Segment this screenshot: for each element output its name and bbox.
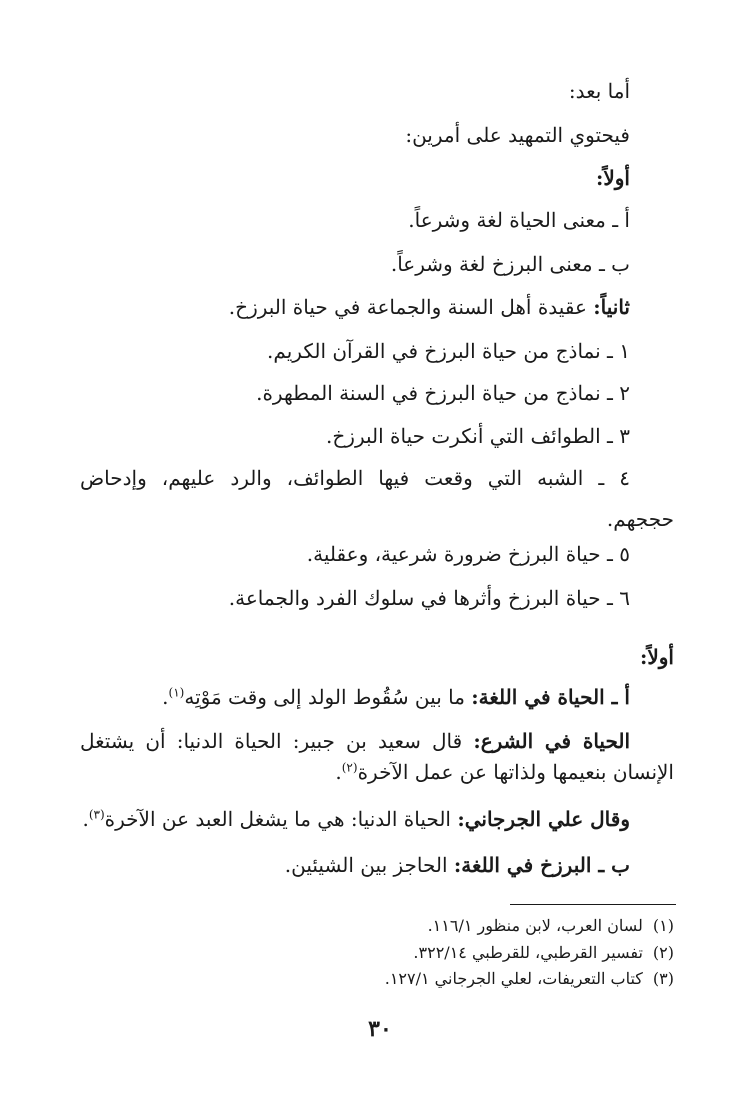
footnote-ref-2: (٢) [341,760,358,775]
footnote-number: (١) [652,916,674,935]
sub-item-2: ٢ ـ نماذج من حياة البرزخ في السنة المطهرة. [256,381,630,405]
footnote-ref-1: (١) [168,685,185,700]
sub-item-6: ٦ ـ حياة البرزخ وأثرها في سلوك الفرد والجماعة. [228,586,630,610]
intro-item-a: أ ـ معنى الحياة لغة وشرعاً. [408,208,630,232]
second-label: ثانياً: [593,295,630,319]
sharia-text-2: الإنسان بنعيمها ولذاتها عن عمل الآخرة [357,760,674,784]
footnote-ref-3: (٣) [88,807,105,822]
jurjani-text: الحياة الدنيا: هي ما يشغل العبد عن الآخرة [104,807,458,831]
footnote-number: (٣) [652,969,674,988]
footnote-number: (٢) [652,943,674,962]
second-text: عقيدة أهل السنة والجماعة في حياة البرزخ. [228,295,594,319]
sub-item-4-continued: حججهم. [606,507,674,531]
footnote-1 [428,914,674,938]
barzakh-definition-line [285,850,630,880]
sub-item-5: ٥ ـ حياة البرزخ ضرورة شرعية، وعقلية. [306,542,630,566]
sharia-definition-continued: الإنسان بنعيمها ولذاتها عن عمل الآخرة$^{(٢)}$. [335,760,674,784]
section-heading: أولاً: [639,645,674,669]
intro-after-line: أما بعد: [568,79,630,103]
barzakh-text: الحاجز بين الشيئين. [284,853,454,877]
second-heading-line [229,292,630,322]
page-number: ٣٠ [368,1016,392,1042]
lang-definition-line: أ ـ الحياة في اللغة: ما بين سُقُوط الولد إلى وقت مَوْتِه$^{(١)}$. [162,685,630,709]
lang-text: ما بين سُقُوط الولد إلى وقت مَوْتِه [184,685,472,709]
footnote-3 [385,967,674,991]
jurjani-label: وقال علي الجرجاني: [457,807,630,831]
lang-label: أ ـ الحياة في اللغة: [471,685,630,709]
sharia-text: قال سعيد بن جبير: الحياة الدنيا: أن يشتغل [80,729,474,753]
sub-item-1: ١ ـ نماذج من حياة البرزخ في القرآن الكريم. [267,339,630,363]
barzakh-label: ب ـ البرزخ في اللغة: [453,853,630,877]
intro-item-b: ب ـ معنى البرزخ لغة وشرعاً. [390,252,630,276]
sharia-label: الحياة في الشرع: [473,729,631,753]
sub-item-3: ٣ ـ الطوائف التي أنكرت حياة البرزخ. [326,424,630,448]
footnote-divider [510,904,676,905]
footnote-text: تفسير القرطبي، للقرطبي ٣٢٢/١٤. [413,943,643,962]
footnote-2 [413,941,674,965]
footnote-text: كتاب التعريفات، لعلي الجرجاني ١٢٧/١. [384,969,643,988]
jurjani-line: وقال علي الجرجاني: الحياة الدنيا: هي ما يشغل العبد عن الآخرة$^{(٣)}$. [82,807,630,831]
sub-item-4: ٤ ـ الشبه التي وقعت فيها الطوائف، والرد عليهم، وإدحاض [80,466,630,490]
intro-contains-line: فيحتوي التمهيد على أمرين: [405,123,630,147]
sharia-definition-line [80,726,630,756]
first-heading: أولاً: [595,166,630,190]
footnote-text: لسان العرب، لابن منظور ١١٦/١. [427,916,643,935]
